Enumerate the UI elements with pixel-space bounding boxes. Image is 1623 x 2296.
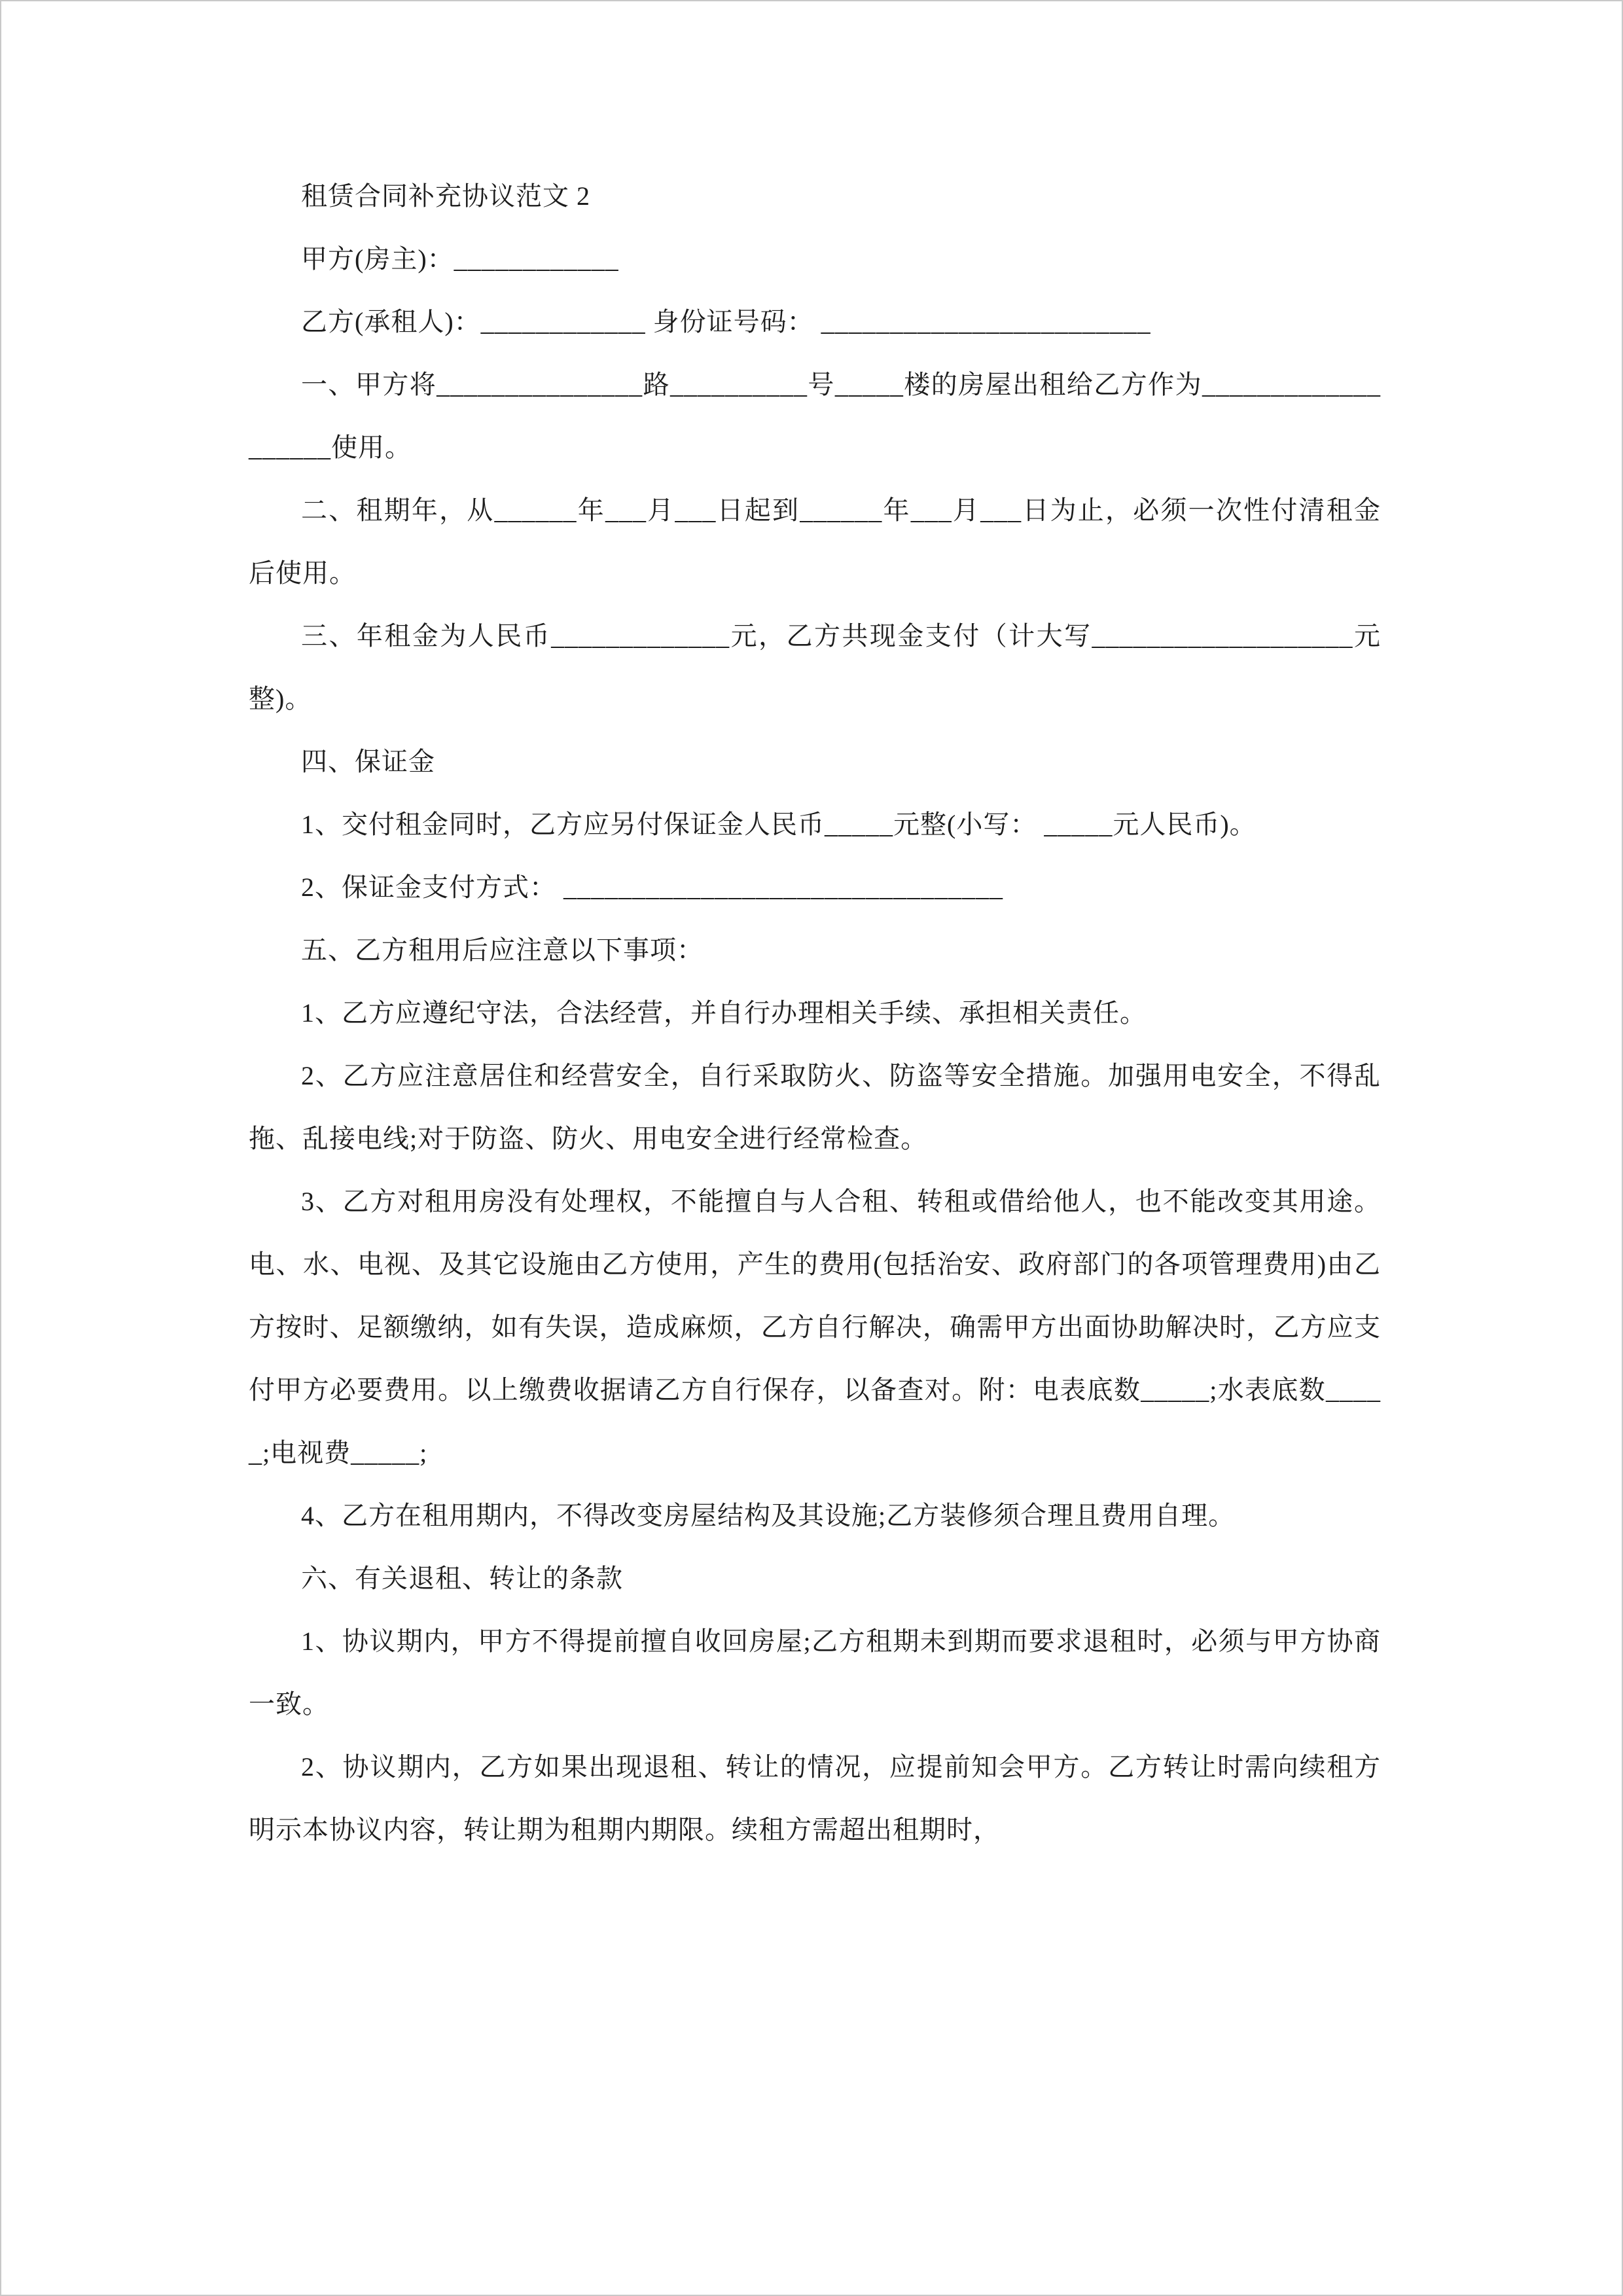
paragraph-clause-4-item-2: 2、保证金支付方式： ________________________________ xyxy=(301,872,1003,902)
paragraph-clause-2: 二、租期年，从______年___月___日起到______年___月___日为止，必须一次性付清租金后使用。 xyxy=(249,495,1381,588)
paragraph-clause-3: 三、年租金为人民币_____________元，乙方共现金支付（计大写___________________元整)。 xyxy=(249,621,1381,713)
paragraph-clause-6-item-1: 1、协议期内，甲方不得提前擅自收回房屋;乙方租期未到期而要求退租时，必须与甲方协商一致。 xyxy=(249,1626,1381,1719)
paragraph-clause-6-item-2: 2、协议期内，乙方如果出现退租、转让的情况，应提前知会甲方。乙方转让时需向续租方明示本协议内容，转让期为租期内期限。续租方需超出租期时， xyxy=(249,1752,1381,1844)
paragraph-clause-6-heading: 六、有关退租、转让的条款 xyxy=(301,1564,623,1593)
paragraph-clause-5-item-2: 2、乙方应注意居住和经营安全，自行采取防火、防盗等安全措施。加强用电安全，不得乱拖、乱接电线;对于防盗、防火、用电安全进行经常检查。 xyxy=(249,1061,1381,1153)
doc-title: 租赁合同补充协议范文 2 xyxy=(301,181,590,211)
paragraph-clause-5-item-4: 4、乙方在租用期内，不得改变房屋结构及其设施;乙方装修须合理且费用自理。 xyxy=(301,1501,1236,1530)
paragraph-party-b: 乙方(承租人)：____________ 身份证号码： ________________________ xyxy=(301,307,1151,336)
paragraph-clause-4-item-1: 1、交付租金同时，乙方应另付保证金人民币_____元整(小写： _____元人民币)。 xyxy=(301,810,1257,839)
paragraph-clause-5-item-1: 1、乙方应遵纪守法，合法经营，并自行办理相关手续、承担相关责任。 xyxy=(301,998,1147,1028)
paragraph-clause-1: 一、甲方将_______________路__________号_____楼的房屋出租给乙方作为___________________使用。 xyxy=(249,370,1381,462)
paragraph-party-a: 甲方(房主)：____________ xyxy=(301,244,619,274)
paragraph-clause-5-item-3: 3、乙方对租用房没有处理权，不能擅自与人合租、转租或借给他人，也不能改变其用途。电、水、电视、及其它设施由乙方使用，产生的费用(包括治安、政府部门的各项管理费用)由乙方按时、足额缴纳，如有失误，造成麻烦，乙方自行解决，确需甲方出面协助解决时，乙方应支付甲方必要费用。以上缴费收据请乙方自行保存，以备查对。附：电表底数_____;水表底数_____;电视费_____; xyxy=(249,1187,1381,1467)
paragraph-clause-5-heading: 五、乙方租用后应注意以下事项： xyxy=(301,935,704,965)
document-body xyxy=(249,165,1381,1861)
paragraph-clause-4-heading: 四、保证金 xyxy=(301,747,435,776)
